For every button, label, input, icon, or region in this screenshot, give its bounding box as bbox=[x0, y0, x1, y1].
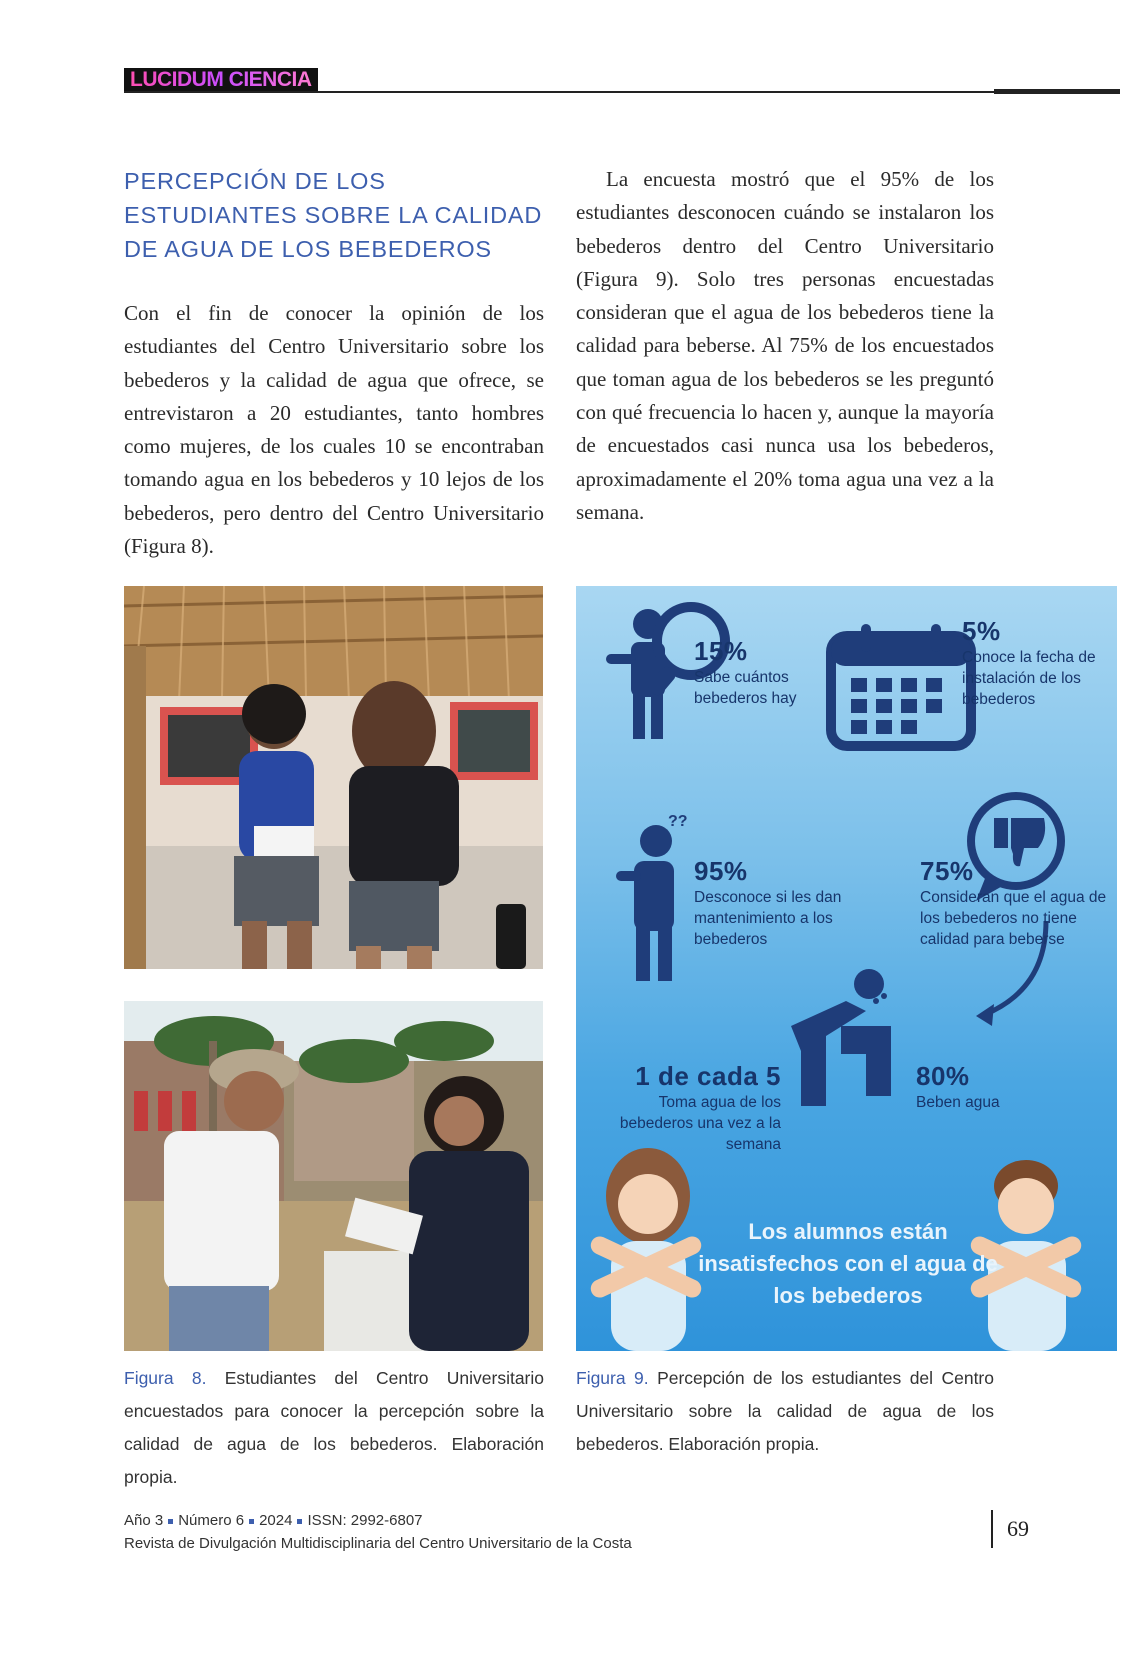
footer-issue-info bbox=[124, 1512, 423, 1529]
stat-5-value: 1 de cada 5 bbox=[635, 1061, 781, 1091]
stat-6-value: 80% bbox=[916, 1061, 970, 1091]
stat-2-value: 5% bbox=[962, 616, 1001, 646]
stat-4-value: 75% bbox=[920, 856, 974, 886]
girl-crossed-arms-icon bbox=[588, 1148, 704, 1351]
svg-text:??: ?? bbox=[668, 813, 688, 830]
confused-person-icon bbox=[616, 813, 688, 981]
stat-4 bbox=[920, 856, 1110, 950]
photo-students-survey-1 bbox=[124, 586, 543, 969]
photo-students-survey-2 bbox=[124, 1001, 543, 1351]
figure-8-caption-text: Estudiantes del Centro Universitario encuestados para conocer la percepción sobre la calidad de agua de los bebederos. Elaboración propia. bbox=[124, 1368, 545, 1487]
footer-journal-name: Revista de Divulgación Multidisciplinaria del Centro Universitario de la Costa bbox=[124, 1535, 632, 1552]
journal-name: LUCIDUM CIENCIA bbox=[130, 68, 312, 91]
infographic-conclusion: Los alumnos están insatisfechos con el agua de los bebederos bbox=[698, 1219, 998, 1308]
stat-5 bbox=[616, 1061, 781, 1155]
stat-6-desc: Beben agua bbox=[916, 1094, 1000, 1111]
stat-2-desc: Conoce la fecha de instalación de los bebederos bbox=[962, 649, 1096, 708]
page-number: 69 bbox=[1007, 1516, 1029, 1541]
figure-9-infographic bbox=[576, 586, 1117, 1351]
footer-number: Número 6 bbox=[178, 1512, 245, 1529]
drinking-person-icon bbox=[791, 969, 891, 1106]
figure-8-photo-bottom bbox=[124, 1001, 543, 1351]
stat-1-desc: Sabe cuántos bebederos hay bbox=[694, 669, 797, 707]
calendar-icon bbox=[831, 624, 971, 746]
journal-tag bbox=[124, 68, 318, 92]
figure-9-caption bbox=[576, 1362, 994, 1461]
figure-8-caption bbox=[124, 1362, 544, 1494]
figure-9-caption-text: Percepción de los estudiantes del Centro Universitario sobre la calidad de agua de los bebederos. Elaboración propia. bbox=[576, 1368, 994, 1454]
stat-4-desc: Consideran que el agua de los bebederos no tiene calidad para beberse bbox=[920, 889, 1107, 948]
stat-6 bbox=[916, 1061, 1036, 1113]
section-title: PERCEPCIÓN DE LOS ESTUDIANTES SOBRE LA CALIDAD DE AGUA DE LOS BEBEDEROS bbox=[124, 168, 543, 262]
stat-1 bbox=[694, 636, 834, 709]
figure-9-label: Figura 9. bbox=[576, 1368, 649, 1388]
stat-1-value: 15% bbox=[694, 636, 748, 666]
footer-year: Año 3 bbox=[124, 1512, 164, 1529]
header-rule-accent bbox=[994, 89, 1120, 94]
header-rule bbox=[124, 91, 1120, 93]
stat-5-desc: Toma agua de los bebederos una vez a la semana bbox=[619, 1094, 781, 1153]
figure-8-photo-top bbox=[124, 586, 543, 969]
footer-issn: ISSN: 2992-6807 bbox=[307, 1512, 423, 1529]
page-number-divider bbox=[991, 1510, 993, 1548]
stat-3 bbox=[694, 856, 854, 950]
stat-3-value: 95% bbox=[694, 856, 748, 886]
paragraph-right: La encuesta mostró que el 95% de los estudiantes desconocen cuándo se instalaron los bebederos dentro del Centro Universitario (Figura 9). Solo tres personas encuestadas consideran que el agua de los bebederos tiene la calidad para beberse. Al 75% de los encuestados que toman agua de los bebederos se les preguntó con qué frecuencia lo hacen y, aunque la mayoría de encuestados casi nunca usa los bebederos, aproximadamente el 20% toma agua una vez a la semana. bbox=[576, 167, 994, 524]
figure-8-label: Figura 8. bbox=[124, 1368, 207, 1388]
stat-2 bbox=[962, 616, 1112, 710]
footer-date: 2024 bbox=[259, 1512, 293, 1529]
paragraph-left: Con el fin de conocer la opinión de los estudiantes del Centro Universitario sobre los bebederos y la calidad de agua que ofrece, se entrevistaron a 20 estudiantes, tanto hombres como mujeres, de los cuales 10 se encontraban tomando agua en los bebederos y 10 lejos de los bebederos, pero dentro del Centro Universitario (Figura 8). bbox=[124, 301, 544, 559]
stat-3-desc: Desconoce si les dan mantenimiento a los bebederos bbox=[694, 889, 842, 948]
